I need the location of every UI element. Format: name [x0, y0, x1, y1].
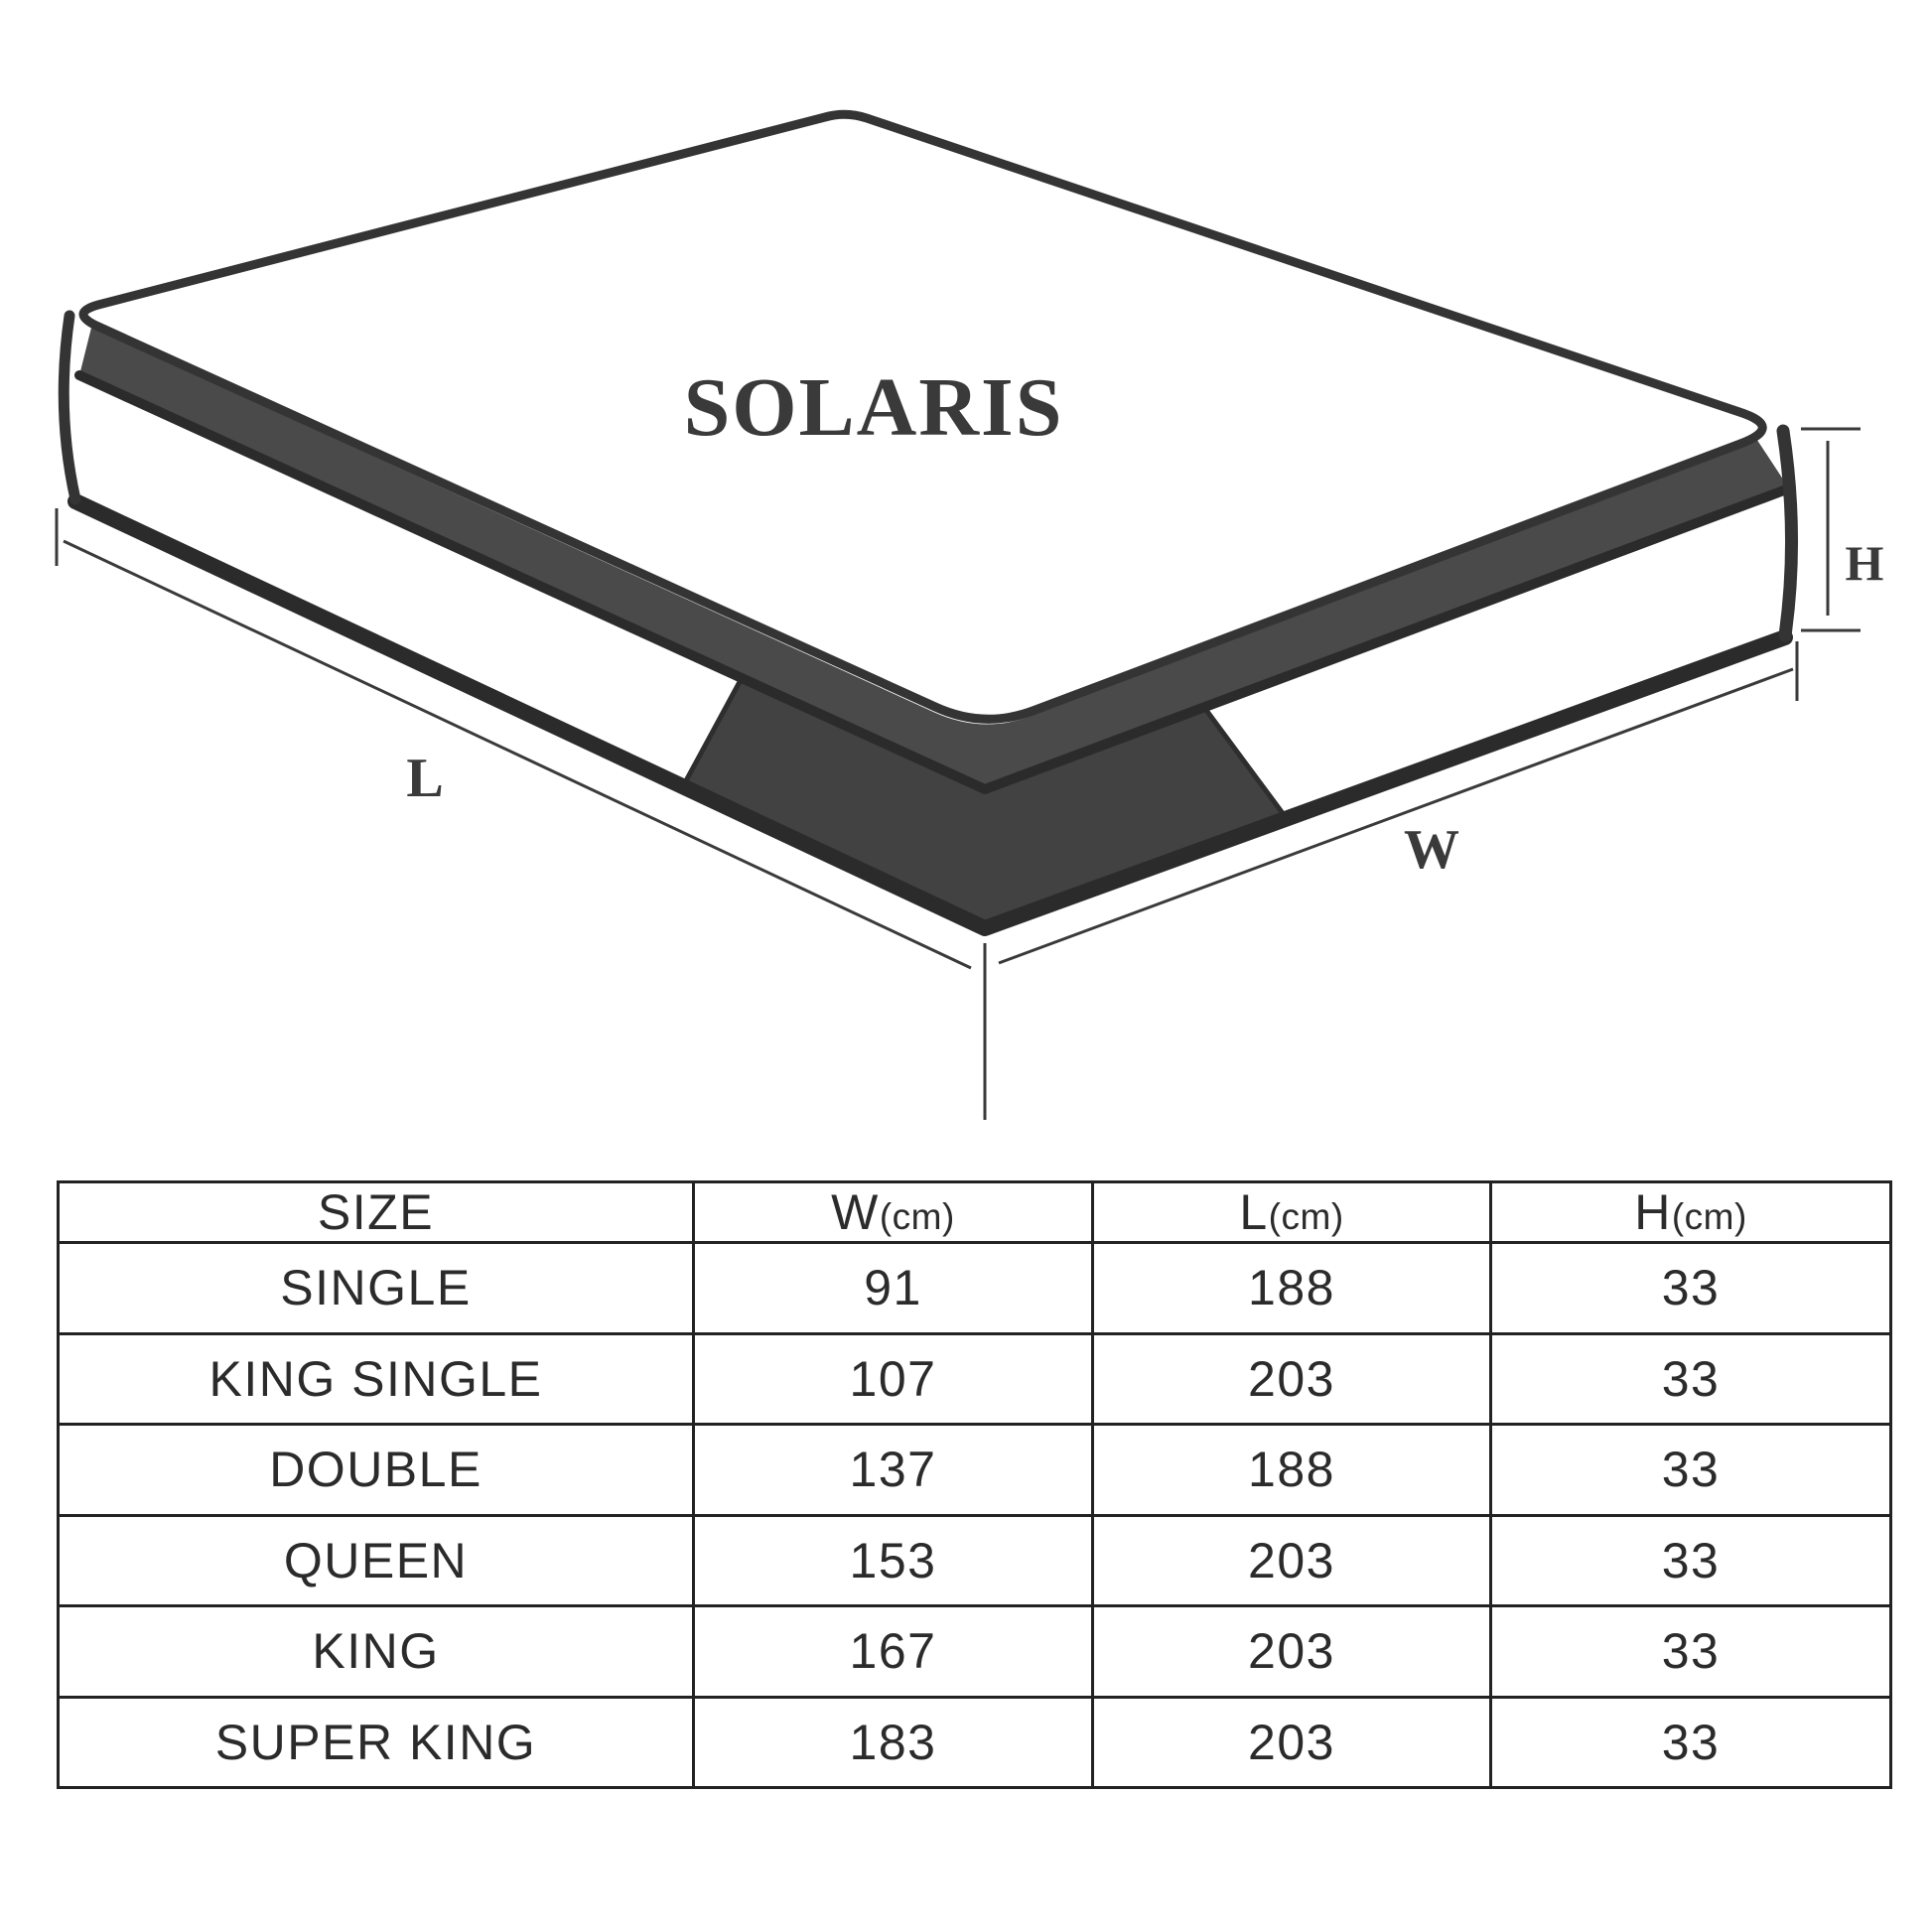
length-cell: 188: [1093, 1243, 1491, 1334]
table-row: [59, 1425, 1891, 1516]
size-cell: SUPER KING: [59, 1697, 694, 1788]
size-cell: QUEEN: [59, 1515, 694, 1606]
column-header-size-label: SIZE: [317, 1184, 435, 1240]
column-header-width-label: W: [831, 1184, 880, 1240]
product-name: SOLARIS: [683, 361, 1064, 454]
table-row: [59, 1606, 1891, 1698]
size-cell: KING: [59, 1606, 694, 1698]
length-label: L: [406, 748, 444, 809]
column-header-length-label: L: [1239, 1184, 1269, 1240]
column-header-length-unit: (cm): [1268, 1196, 1344, 1237]
length-cell: 188: [1093, 1425, 1491, 1516]
table-header-row: [59, 1182, 1891, 1243]
length-cell: 203: [1093, 1606, 1491, 1698]
table-row: [59, 1243, 1891, 1334]
width-cell: 137: [694, 1425, 1093, 1516]
height-cell: 33: [1491, 1515, 1891, 1606]
height-cell: 33: [1491, 1333, 1891, 1425]
column-header-height-label: H: [1634, 1184, 1672, 1240]
size-cell: DOUBLE: [59, 1425, 694, 1516]
height-cell: 33: [1491, 1243, 1891, 1334]
width-cell: 153: [694, 1515, 1093, 1606]
width-cell: 167: [694, 1606, 1093, 1698]
width-cell: 107: [694, 1333, 1093, 1425]
height-label: H: [1845, 535, 1884, 591]
size-table: [57, 1180, 1892, 1789]
length-cell: 203: [1093, 1515, 1491, 1606]
length-cell: 203: [1093, 1333, 1491, 1425]
column-header-length: [1093, 1182, 1491, 1243]
height-cell: 33: [1491, 1425, 1891, 1516]
size-table-container: [57, 1180, 1889, 1789]
size-cell: KING SINGLE: [59, 1333, 694, 1425]
table-row: [59, 1697, 1891, 1788]
size-cell: SINGLE: [59, 1243, 694, 1334]
length-cell: 203: [1093, 1697, 1491, 1788]
width-cell: 183: [694, 1697, 1093, 1788]
table-row: [59, 1515, 1891, 1606]
width-cell: 91: [694, 1243, 1093, 1334]
column-header-width-unit: (cm): [879, 1196, 955, 1237]
column-header-height: [1491, 1182, 1891, 1243]
table-row: [59, 1333, 1891, 1425]
column-header-height-unit: (cm): [1671, 1196, 1747, 1237]
height-cell: 33: [1491, 1606, 1891, 1698]
column-header-size: [59, 1182, 694, 1243]
column-header-width: [694, 1182, 1093, 1243]
height-cell: 33: [1491, 1697, 1891, 1788]
width-label: W: [1404, 819, 1459, 881]
